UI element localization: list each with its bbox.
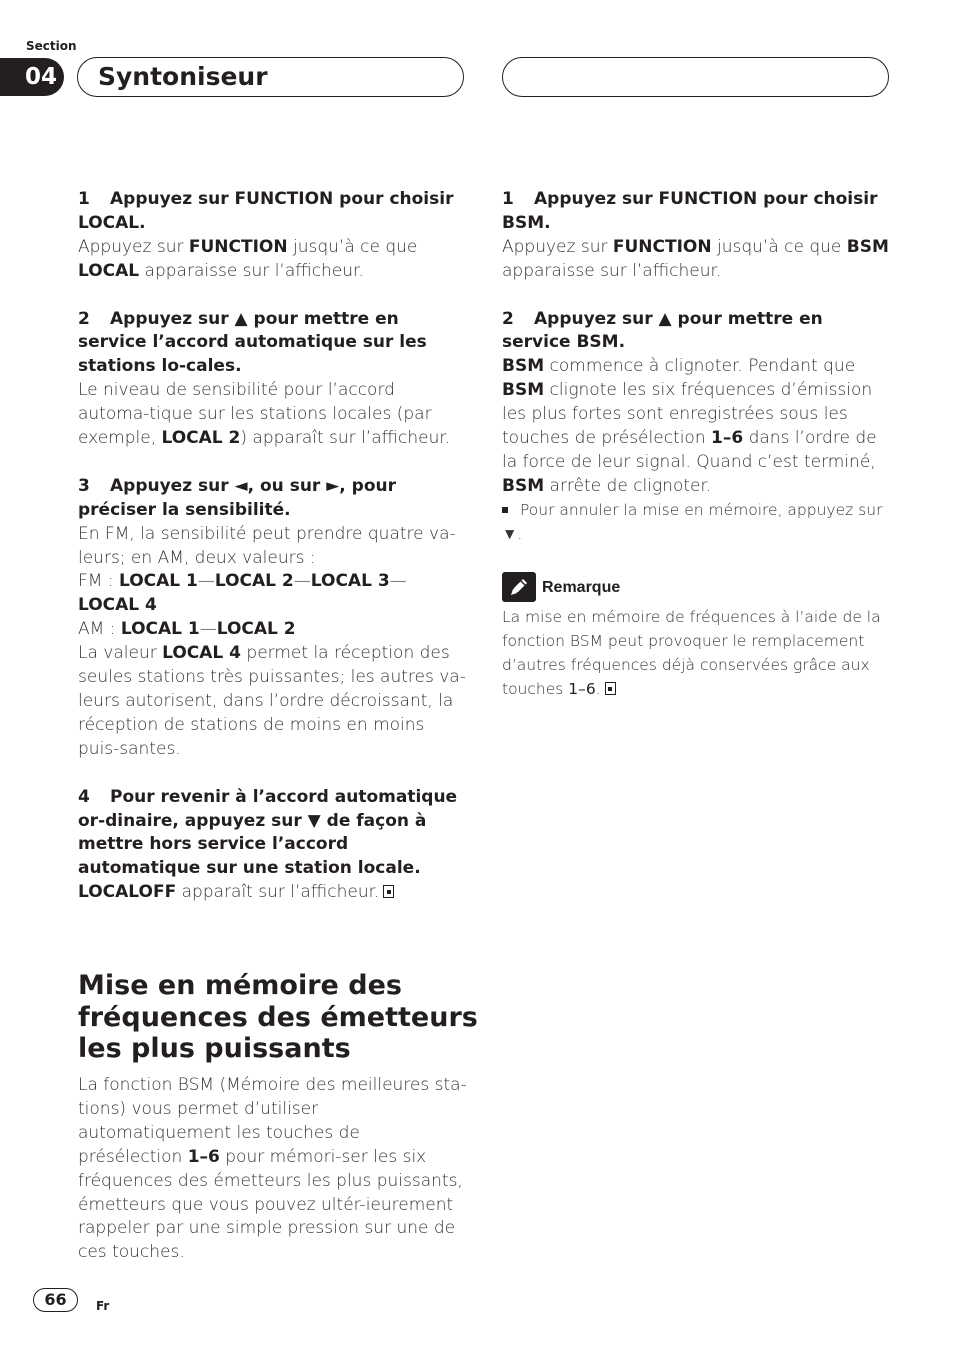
left-step-4-body: LOCALOFF apparaît sur l’afficheur. (78, 881, 468, 905)
left-step-1 (78, 188, 468, 236)
remark-text: La mise en mémoire de fréquences à l’aide de la fonction BSM peut provoquer le remplacement d’autres fréquences déjà conservées grâce aux touches 1–6. (502, 608, 881, 699)
fm-values: FM : LOCAL 1—LOCAL 2—LOCAL 3— LOCAL 4 (78, 571, 407, 616)
bsm-heading: Mise en mémoire des fréquences des émetteurs les plus puissants (78, 970, 478, 1064)
step-number: 4 (78, 786, 90, 807)
step-text: Appuyez sur ▲ pour mettre en service l’accord automatique sur les stations lo-cales. (78, 308, 427, 377)
right-column (502, 188, 890, 702)
step-text: Appuyez sur FUNCTION pour choisir BSM. (502, 189, 878, 233)
right-step-1 (502, 188, 890, 236)
step-number: 2 (78, 308, 90, 329)
step-number: 1 (78, 189, 90, 209)
am-values: AM : LOCAL 1—LOCAL 2 (78, 619, 296, 640)
left-step-4 (78, 786, 468, 882)
left-column (78, 188, 468, 905)
section-number: 04 (0, 58, 64, 96)
left-step-2-body: Le niveau de sensibilité pour l’accord automa-tique sur les stations locales (par exemple, LOCAL 2) apparaît sur l’afficheur. (78, 380, 451, 449)
page-title (77, 57, 464, 97)
bullet-icon (502, 507, 508, 513)
page-number: 66 (33, 1288, 78, 1312)
cancel-bullet: Pour annuler la mise en mémoire, appuyez sur ▼. (502, 500, 883, 543)
page-title-text: Syntoniseur (98, 62, 268, 91)
step-number: 2 (502, 308, 514, 329)
step-text: Appuyez sur ▲ pour mettre en service BSM. (502, 308, 823, 353)
bsm-intro: La fonction BSM (Mémoire des meilleures sta-tions) vous permet d’utiliser automatiquement les touches de présélection 1–6 pour mémori-ser les six fréquences des émetteurs les plus puissants, émetteurs que vous pouvez ultér-ieurement rappeler par une simple pression sur une de ces touches. (78, 1075, 467, 1263)
step-text: Pour revenir à l’accord automatique or-dinaire, appuyez sur ▼ de façon à mettre hors service l’accord automatique sur une station locale. (78, 786, 458, 879)
left-step-2 (78, 308, 468, 380)
step-number: 1 (502, 189, 514, 209)
left-step-3 (78, 475, 468, 523)
header-empty-pill (502, 57, 889, 97)
step-text: Appuyez sur FUNCTION pour choisir LOCAL. (78, 189, 454, 233)
right-step-2-body: BSM commence à clignoter. Pendant que BSM clignote les six fréquences d’émission les plus fortes sont enregistrées sous les touches de présélection 1–6 dans l’ordre de la force de leur signal. Quand c’est terminé, BSM arrête de clignoter. (502, 356, 877, 496)
remark-header (502, 572, 890, 602)
section-label: Section (26, 39, 77, 53)
end-mark-icon (605, 682, 616, 695)
right-step-2 (502, 308, 890, 356)
end-mark-icon (383, 885, 394, 898)
remark-title: Remarque (542, 578, 621, 596)
left-step-1-body: Appuyez sur FUNCTION jusqu’à ce que LOCAL apparaisse sur l’afficheur. (78, 236, 418, 281)
left-step-3-body: En FM, la sensibilité peut prendre quatre va-leurs; en AM, deux valeurs : (78, 523, 456, 568)
language-code: Fr (96, 1299, 110, 1313)
pencil-note-icon (502, 572, 536, 602)
left-step-3-body-2: La valeur LOCAL 4 permet la réception des seules stations très puissantes; les autres va-leurs autorisent, dans l’ordre décroissant, la réception de stations de moins en moins puis-santes. (78, 643, 466, 759)
step-number: 3 (78, 475, 90, 496)
step-text: Appuyez sur ◄, ou sur ►, pour préciser la sensibilité. (78, 475, 397, 520)
right-step-1-body: Appuyez sur FUNCTION jusqu’à ce que BSM apparaisse sur l’afficheur. (502, 236, 889, 281)
